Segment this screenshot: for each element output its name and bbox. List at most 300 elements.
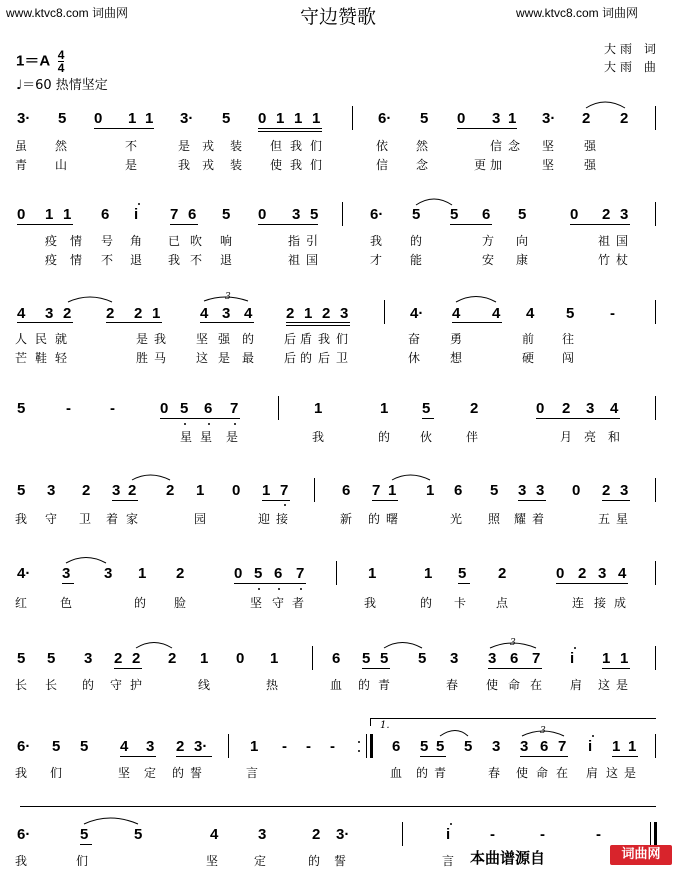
- lyric: 方: [482, 234, 495, 248]
- note: 1: [602, 650, 611, 667]
- note: 0: [232, 482, 241, 499]
- lyric: 疫: [45, 234, 58, 248]
- note: 6: [204, 400, 213, 417]
- note: 5: [464, 738, 473, 755]
- lyric: 号: [101, 234, 114, 248]
- lyric: 依: [376, 139, 389, 153]
- note: 2: [168, 650, 177, 667]
- lyric: 守: [110, 678, 123, 692]
- note: 5: [518, 206, 527, 223]
- lyric: 已: [168, 234, 181, 248]
- note: 3: [536, 482, 545, 499]
- lyric: 耀: [514, 512, 527, 526]
- lyric: 信: [490, 139, 503, 153]
- lyric: 的: [410, 234, 423, 248]
- note: 5: [58, 110, 67, 127]
- note: 5: [490, 482, 499, 499]
- lyric: 杖: [616, 253, 629, 267]
- lyric: 坚: [542, 158, 555, 172]
- note: 1: [314, 400, 323, 417]
- note: 4: [610, 400, 619, 417]
- lyric: 我: [312, 430, 325, 444]
- note: 5: [80, 826, 89, 843]
- note: 5: [80, 738, 89, 755]
- lyric: 命: [536, 766, 549, 780]
- note: 1: [294, 110, 303, 127]
- lyric: 接: [594, 596, 607, 610]
- note: 3: [292, 206, 301, 223]
- note: 5: [222, 110, 231, 127]
- slur: [84, 818, 138, 824]
- lyric: 的: [416, 766, 429, 780]
- lyric: 们: [76, 854, 89, 868]
- note: 3: [104, 565, 113, 582]
- note: i: [570, 650, 575, 667]
- lyric: 强: [218, 332, 231, 346]
- watermark-right: www.ktvc8.com 词曲网: [516, 6, 639, 20]
- note: 0: [556, 565, 565, 582]
- note: 3: [84, 650, 93, 667]
- note: 5: [458, 565, 467, 582]
- note: 3: [620, 206, 629, 223]
- note: 5: [422, 400, 431, 417]
- lyric: 山: [55, 158, 68, 172]
- note: 6: [482, 206, 491, 223]
- slur: [456, 297, 496, 303]
- watermark-left: www.ktvc8.com 词曲网: [6, 6, 129, 20]
- note: 3·: [194, 738, 208, 755]
- lyric: 热: [266, 678, 279, 692]
- lyric: 卡: [454, 596, 467, 610]
- note: 6·: [378, 110, 392, 127]
- lyric: 长: [45, 678, 58, 692]
- lyric: 胜: [136, 351, 149, 365]
- lyric: 月: [560, 430, 573, 444]
- note: 1: [424, 565, 433, 582]
- note: 4·: [17, 565, 31, 582]
- lyric: 能: [410, 253, 423, 267]
- lyric: 退: [220, 253, 233, 267]
- lyric: 是: [226, 430, 239, 444]
- note: 6: [274, 565, 283, 582]
- note: 5: [380, 650, 389, 667]
- lyric: 照: [488, 512, 501, 526]
- lyric: 红: [15, 596, 28, 610]
- lyric: 闯: [562, 351, 575, 365]
- lyric: 马: [154, 351, 167, 365]
- lyric: 勇: [450, 332, 463, 346]
- note: 5: [254, 565, 263, 582]
- lyric: 想: [450, 351, 463, 365]
- lyric: 前: [522, 332, 535, 346]
- note: 3: [620, 482, 629, 499]
- lyric: 我: [178, 158, 191, 172]
- note: 1: [612, 738, 621, 755]
- note: 5: [420, 738, 429, 755]
- note: 4: [618, 565, 627, 582]
- note: 5: [17, 482, 26, 499]
- lyric: 轻: [55, 351, 68, 365]
- site-logo[interactable]: 词曲网: [610, 845, 672, 865]
- note: 5: [52, 738, 61, 755]
- note: 3: [488, 650, 497, 667]
- lyric: 疫: [45, 253, 58, 267]
- lyric: 春: [488, 766, 501, 780]
- slur: [66, 558, 106, 564]
- song-title: 守边赞歌: [299, 6, 376, 28]
- lyric: 强: [584, 139, 597, 153]
- note: 0: [234, 565, 243, 582]
- lyric: 星: [616, 512, 629, 526]
- note: 3: [520, 738, 529, 755]
- lyric: 更: [474, 158, 487, 172]
- lyric: 竹: [598, 253, 611, 267]
- lyric: 国: [616, 234, 629, 248]
- note: 2: [562, 400, 571, 417]
- note: 0: [457, 110, 466, 127]
- note: -: [596, 826, 601, 843]
- note: 2: [470, 400, 479, 417]
- note: 6: [454, 482, 463, 499]
- lyric: 响: [220, 234, 233, 248]
- note: 2: [322, 305, 331, 322]
- lyric: 定: [254, 854, 267, 868]
- note: 0: [160, 400, 169, 417]
- lyric: 国: [306, 253, 319, 267]
- note: 0: [236, 650, 245, 667]
- lyric: 是: [178, 139, 191, 153]
- lyric: 点: [496, 596, 509, 610]
- lyric: 着: [106, 512, 119, 526]
- note: 3: [598, 565, 607, 582]
- lyric: 守: [45, 512, 58, 526]
- lyric: 戎: [202, 158, 215, 172]
- note: 5: [450, 206, 459, 223]
- lyric: 在: [556, 766, 569, 780]
- note: 5: [418, 650, 427, 667]
- note: 0: [258, 110, 267, 127]
- lyric: 念: [508, 139, 521, 153]
- note: 4: [526, 305, 535, 322]
- lyric: 坚: [206, 854, 219, 868]
- lyric: 曙: [386, 512, 399, 526]
- lyric: 肩: [586, 766, 599, 780]
- note: -: [330, 738, 335, 755]
- lyric: 我: [364, 596, 377, 610]
- lyric: 念: [416, 158, 429, 172]
- lyric: 长: [15, 678, 28, 692]
- note: 0: [94, 110, 103, 127]
- lyric: 我: [15, 854, 28, 868]
- lyric: 我: [15, 766, 28, 780]
- lyric: 在: [530, 678, 543, 692]
- lyric: 戎: [202, 139, 215, 153]
- note: 1: [152, 305, 161, 322]
- triplet-mark: 3: [510, 638, 516, 648]
- note: -: [610, 305, 615, 322]
- lyric: 肩: [570, 678, 583, 692]
- lyric: 这: [196, 351, 209, 365]
- lyric: 这: [598, 678, 611, 692]
- note: 2: [128, 482, 137, 499]
- lyric: 盾: [300, 332, 313, 346]
- lyric: 向: [516, 234, 529, 248]
- lyric: 角: [130, 234, 143, 248]
- lyric: 民: [35, 332, 48, 346]
- note: 1: [276, 110, 285, 127]
- note: 1: [196, 482, 205, 499]
- note: 2: [166, 482, 175, 499]
- note: 4: [200, 305, 209, 322]
- lyric: 线: [198, 678, 211, 692]
- lyric: 的: [300, 351, 313, 365]
- time-signature-bottom: 4: [57, 61, 65, 75]
- note: -: [282, 738, 287, 755]
- note: 2: [134, 305, 143, 322]
- note: 7: [532, 650, 541, 667]
- lyric: 鞋: [35, 351, 48, 365]
- note: 6: [101, 206, 110, 223]
- note: 3: [45, 305, 54, 322]
- lyric: 春: [446, 678, 459, 692]
- note: i: [446, 826, 451, 843]
- lyric: 是: [125, 158, 138, 172]
- lyric: 五: [598, 512, 611, 526]
- lyric: 情: [70, 253, 83, 267]
- note: 3: [146, 738, 155, 755]
- lyric: 装: [230, 158, 243, 172]
- note: 5: [17, 400, 26, 417]
- note: 2: [312, 826, 321, 843]
- lyric: 誓: [190, 766, 203, 780]
- lyric: 是: [218, 351, 231, 365]
- lyric: 信: [376, 158, 389, 172]
- lyric: 然: [55, 139, 68, 153]
- lyric: 和: [608, 430, 621, 444]
- note: 0: [570, 206, 579, 223]
- note: 2: [132, 650, 141, 667]
- note: 6: [332, 650, 341, 667]
- note: 0: [572, 482, 581, 499]
- lyric: 情: [70, 234, 83, 248]
- note: 5: [134, 826, 143, 843]
- note: -: [490, 826, 495, 843]
- note: 2: [82, 482, 91, 499]
- note: 2: [578, 565, 587, 582]
- lyric: 我: [370, 234, 383, 248]
- lyric: 我: [290, 158, 303, 172]
- lyric: 坚: [196, 332, 209, 346]
- lyric: 后: [284, 351, 297, 365]
- lyric: 命: [508, 678, 521, 692]
- lyric: 硬: [522, 351, 535, 365]
- lyric: 我: [318, 332, 331, 346]
- note: 4: [120, 738, 129, 755]
- note: 2: [106, 305, 115, 322]
- note: 5: [566, 305, 575, 322]
- note: 1: [304, 305, 313, 322]
- lyric: 不: [190, 253, 203, 267]
- note: 1: [380, 400, 389, 417]
- note: 3: [586, 400, 595, 417]
- note: 5: [17, 650, 26, 667]
- lyric: 就: [55, 332, 68, 346]
- note: 1: [128, 110, 137, 127]
- lyricist-credit: 大雨 词: [604, 42, 660, 56]
- lyric: 伴: [466, 430, 479, 444]
- note: 3: [492, 738, 501, 755]
- lyric: 接: [276, 512, 289, 526]
- note: 2: [620, 110, 629, 127]
- note: 4: [17, 305, 26, 322]
- note: 3: [492, 110, 501, 127]
- lyric: 迎: [258, 512, 271, 526]
- slur: [392, 475, 430, 480]
- lyric: 家: [126, 512, 139, 526]
- note: 3·: [180, 110, 194, 127]
- lyric: 的: [358, 678, 371, 692]
- lyric: 的: [308, 854, 321, 868]
- lyric: 的: [172, 766, 185, 780]
- note: 1: [426, 482, 435, 499]
- lyric: 色: [60, 596, 73, 610]
- note: i: [134, 206, 139, 223]
- lyric: 使: [516, 766, 529, 780]
- note: 0: [258, 206, 267, 223]
- note: 1: [620, 650, 629, 667]
- lyric: 我: [15, 512, 28, 526]
- lyric: 我: [154, 332, 167, 346]
- lyric: 装: [230, 139, 243, 153]
- note: 7: [296, 565, 305, 582]
- lyric: 着: [532, 512, 545, 526]
- lyric: 坚: [542, 139, 555, 153]
- lyric: 后: [318, 351, 331, 365]
- lyric: 的: [420, 596, 433, 610]
- lyric: 的: [82, 678, 95, 692]
- note: 1: [45, 206, 54, 223]
- slur: [586, 102, 625, 108]
- note: 6: [510, 650, 519, 667]
- note: 3: [112, 482, 121, 499]
- lyric: 青: [434, 766, 447, 780]
- note: 1: [368, 565, 377, 582]
- lyric: 血: [330, 678, 343, 692]
- note: 2: [176, 565, 185, 582]
- lyric: 者: [292, 596, 305, 610]
- lyric: 的: [134, 596, 147, 610]
- note: 7: [230, 400, 239, 417]
- note: 3·: [542, 110, 556, 127]
- lyric: 们: [310, 139, 323, 153]
- note: 2: [602, 206, 611, 223]
- note: 3: [222, 305, 231, 322]
- lyric: 誓: [334, 854, 347, 868]
- note: 1: [270, 650, 279, 667]
- note: 5: [222, 206, 231, 223]
- lyric: 最: [242, 351, 255, 365]
- lyric: 祖: [598, 234, 611, 248]
- note: 1: [312, 110, 321, 127]
- lyric: 是: [624, 766, 637, 780]
- note: -: [306, 738, 311, 755]
- triplet-mark: 3: [540, 726, 546, 736]
- lyric: 这: [606, 766, 619, 780]
- key-signature-text: 1＝A: [16, 52, 50, 70]
- lyric: 新: [340, 512, 353, 526]
- lyric: 是: [136, 332, 149, 346]
- lyric: 强: [584, 158, 597, 172]
- note: 1: [138, 565, 147, 582]
- lyric: 人: [15, 332, 28, 346]
- lyric: 不: [125, 139, 138, 153]
- note: 2: [176, 738, 185, 755]
- source-notice: 本曲谱源自: [466, 847, 549, 868]
- lyric: 们: [336, 332, 349, 346]
- lyric: 青: [15, 158, 28, 172]
- note: 3: [340, 305, 349, 322]
- note: -: [110, 400, 115, 417]
- lyric: 护: [130, 678, 143, 692]
- note: 6·: [17, 738, 31, 755]
- lyric: 往: [562, 332, 575, 346]
- lyric: 连: [572, 596, 585, 610]
- composer-credit: 大雨 曲: [604, 60, 660, 74]
- lyric: 卫: [79, 512, 92, 526]
- note: 3: [450, 650, 459, 667]
- lyric: 但: [270, 139, 283, 153]
- tempo-marking: ♩＝60 热情坚定: [16, 78, 108, 93]
- note: 1: [63, 206, 72, 223]
- note: 3: [258, 826, 267, 843]
- note: 5: [436, 738, 445, 755]
- lyric: 脸: [174, 596, 187, 610]
- lyric: 伙: [420, 430, 433, 444]
- note: 1: [145, 110, 154, 127]
- note: 7: [280, 482, 289, 499]
- note: 3: [518, 482, 527, 499]
- lyric: 休: [408, 351, 421, 365]
- note: 3: [47, 482, 56, 499]
- lyric: 星: [180, 430, 193, 444]
- lyric: 成: [614, 596, 627, 610]
- note: 1: [388, 482, 397, 499]
- lyric: 使: [270, 158, 283, 172]
- note: 4·: [410, 305, 424, 322]
- note: 1: [628, 738, 637, 755]
- lyric: 言: [246, 766, 259, 780]
- slur: [132, 475, 170, 480]
- note: 2: [498, 565, 507, 582]
- lyric: 坚: [250, 596, 263, 610]
- lyric: 然: [416, 139, 429, 153]
- lyric: 光: [450, 512, 463, 526]
- lyric: 康: [516, 253, 529, 267]
- lyric: 祖: [288, 253, 301, 267]
- note: 6: [392, 738, 401, 755]
- lyric: 我: [168, 253, 181, 267]
- note: 3: [62, 565, 71, 582]
- lyric: 安: [482, 253, 495, 267]
- note: 3·: [336, 826, 350, 843]
- note: 5: [420, 110, 429, 127]
- slur: [416, 199, 452, 205]
- lyric: 定: [144, 766, 157, 780]
- note: 1: [508, 110, 517, 127]
- note: 4: [244, 305, 253, 322]
- lyric: 使: [486, 678, 499, 692]
- note: 4: [210, 826, 219, 843]
